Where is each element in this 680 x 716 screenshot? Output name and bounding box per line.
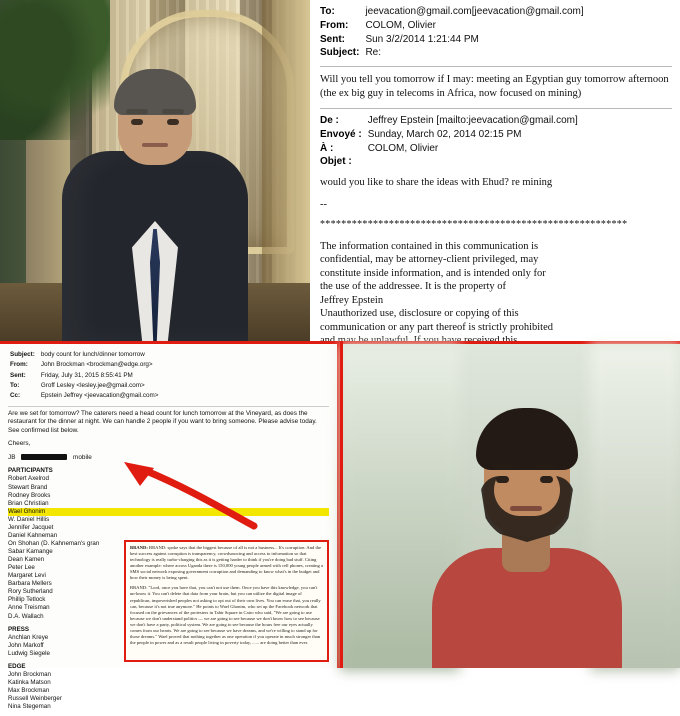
header-row-subject [320, 47, 590, 61]
header-label-to: To: [320, 6, 335, 17]
quoted-row-a [320, 143, 584, 157]
callout-main-text: BRAND: "Lord, once you have that, you can't not use them. Once you have this knowledge, you can't un-know it. You can't delete that data from your brain, but you can utilize the digital image of republican, impoverished peoples not asking to opt out of their own lives. You can erase that, you really can, because it's not true anymore." He points to Wael Ghonim, who set up the Facebook network that focused on the grievances of the protesters in Tahir Square in Cairo who said, "We are going to use because we don't understand politics — we are going to see because we don't know how to see because we don't have a party, political system. We are going to see because the hours free our eyes actually comes from our hearts. We are going to see because we have dreams, and we're willing to stand up for those dreams." Wael proved that nothing together as one operation if you operate in much stronger than the people in power and as a result people living in poverty today, ...... are doing better than ever. [130, 585, 321, 645]
redaction-bar-phone [21, 454, 67, 460]
quote-divider [320, 108, 672, 109]
disclaimer-line-2: constitute inside information, and is intended only for [320, 267, 546, 279]
quoted-value-de: Jeffrey Epstein [mailto:jeevacation@gmail.com] [367, 115, 578, 127]
header-value-subject: Re: [365, 47, 382, 59]
participant-2: Rodney Brooks [8, 491, 51, 499]
quoted-row-de [320, 115, 584, 129]
header-value-to: jeevacation@gmail.com[jeevacation@gmail.com] [365, 6, 584, 17]
header-value-sent: Sun 3/2/2014 1:21:44 PM [365, 33, 479, 45]
press-0: Anchlan Kreye [8, 633, 49, 641]
quoted-body-text: would you like to share the ideas with Ehud? re mining [320, 177, 553, 189]
participant-16: Anne Treisman [8, 604, 50, 612]
participant-0: Robert Axelrod [8, 475, 49, 483]
disclaimer-line-3: the use of the addressee. It is the property of [320, 281, 507, 293]
edge-1: Katinka Matson [8, 678, 51, 686]
participant-4-highlighted: Wael Ghonim [8, 508, 329, 516]
mouth [142, 143, 168, 147]
person-figure [432, 368, 622, 668]
hair [476, 408, 578, 470]
doc-header-row-from [10, 361, 162, 369]
press-1: John Markoff [8, 641, 44, 649]
participant-13: Barbara Mellers [8, 580, 52, 588]
press-2: Ludwig Siegele [8, 649, 50, 657]
callout-intro-text: BRAND: BRAND: spoke says that the biggest because of all is not a business... It's corruption. And the best success against corruption is transparency, crowdsourcing and access to information so that technology is really turbo-charging this as it is getting harder to think if you're doing bad stuff. Citing another example: where across Uganda there is 150,000 young people armed with cell phones, creating a SMS social network exposing government corruption and demanding to know what's in the budget and how their money is being spent. [130, 545, 323, 581]
doc-header-row-subject [10, 351, 162, 359]
participant-15: Phillip Tetlock [8, 596, 46, 604]
disclaimer-line-4: Jeffrey Epstein [320, 294, 384, 306]
participant-5: W. Daniel Hillis [8, 515, 50, 523]
quoted-row-objet [320, 156, 584, 170]
doc-signoff: Cheers, [8, 440, 31, 448]
doc-initials-text: JB [8, 453, 16, 461]
photo-wael-ghonim [340, 341, 680, 668]
header-row-to [320, 6, 590, 20]
participant-8: On Shohan (D. Kahneman's gran [8, 539, 100, 547]
doc-phone-label: mobile [73, 453, 92, 461]
participant-7: Daniel Kahneman [8, 531, 58, 539]
edge-2: Max Brockman [8, 687, 50, 694]
participant-1: Stewart Brand [8, 483, 48, 491]
participant-10: Dean Kamen [8, 556, 45, 564]
edge-3: Russell Weinberger [8, 695, 62, 703]
participant-3: Brian Christian [8, 499, 49, 507]
email-header-table [320, 6, 590, 61]
doc-value-cc: Epstein Jeffrey <jeevacation@gmail.com> [40, 392, 159, 400]
annotation-callout-box [124, 540, 329, 662]
header-row-sent [320, 34, 590, 48]
doc-value-subject: body count for lunch/dinner tomorrow [40, 351, 145, 358]
header-row-from [320, 20, 590, 34]
top-row [0, 0, 680, 341]
doc-header-row-sent [10, 372, 162, 380]
doc-divider [8, 406, 329, 407]
document-brockman-email [0, 341, 340, 711]
disclaimer-line-0: The information contained in this communication is [320, 240, 539, 252]
participant-6: Jennifer Jacquet [8, 523, 54, 531]
eyebrow-left [492, 464, 514, 469]
quoted-row-envoye [320, 129, 584, 143]
eye-left [131, 119, 143, 125]
header-label-from: From: [320, 19, 349, 31]
disclaimer-line-6: communication or any part thereof is strictly prohibited [320, 321, 553, 333]
participant-17: D.A. Wallach [8, 612, 44, 620]
eye-left [496, 476, 509, 483]
doc-label-from: From: [10, 361, 28, 369]
callout-intro-body: BRAND: spoke says that the biggest because of all is not a business... It's corruption. And the best success against corruption is transparency, crowdsourcing and access to information so that technology is really turbo-charging this as it is getting harder to think if you're doing bad stuff. Citing another example: where across Uganda there is 150,000 young people armed with cell phones, creating a SMS social network exposing government corruption and demanding to know what's in the budget and how their money is being spent. [130, 545, 323, 581]
doc-body-paragraph: Are we set for tomorrow? The caterers need a head count for lunch tomorrow at the Vineyard, as does the restaurant for the dinner at night. We can handle 2 people if you want to bring someone. Please advise today. See confirmed list below. [8, 409, 317, 434]
participant-11: Peter Lee [8, 564, 35, 572]
doc-value-sent: Friday, July 31, 2015 8:55:41 PM [40, 371, 133, 379]
doc-initials [8, 454, 329, 463]
participant-14: Rory Sutherland [8, 588, 53, 596]
participant-12: Margaret Levi [8, 572, 46, 580]
edge-heading: EDGE [8, 662, 26, 670]
press-heading: PRESS [8, 625, 29, 633]
participants-heading: PARTICIPANTS [8, 467, 53, 475]
separator-line: ********************************************************** [320, 219, 628, 231]
photo-naguib-sawiris [0, 0, 310, 341]
doc-label-to: To: [10, 382, 20, 390]
quoted-label-de: De : [320, 115, 339, 127]
quoted-label-a: À : [320, 142, 334, 154]
eyebrow-left [126, 109, 148, 114]
quoted-value-a: COLOM, Olivier [367, 142, 439, 154]
eye-right [540, 476, 553, 483]
participant-9: Sabar Kamange [8, 548, 53, 555]
email-message-top [310, 0, 680, 341]
eye-right [167, 119, 179, 125]
person-figure [62, 73, 248, 341]
header-value-from: COLOM, Olivier [365, 19, 437, 31]
quoted-header-table [320, 115, 584, 170]
quoted-label-envoye: Envoyé : [320, 128, 362, 140]
disclaimer-line-1: confidential, may be attorney-client privileged, may [320, 254, 539, 266]
header-label-sent: Sent: [320, 33, 345, 45]
email-body-text: Will you tell you tomorrow if I may: meeting an Egyptian guy tomorrow afternoon (the ex big guy in telecoms in Africa, now focused on mining) [320, 74, 669, 99]
doc-label-subject: Subject: [10, 351, 35, 358]
disclaimer-line-5: Unauthorized use, disclosure or copying of this [320, 308, 519, 320]
quoted-label-objet: Objet : [320, 156, 352, 168]
doc-header-row-to [10, 382, 162, 390]
edge-0: John Brockman [8, 670, 51, 678]
doc-header-table [8, 349, 164, 403]
mouth [510, 506, 542, 511]
quoted-value-envoye: Sunday, March 02, 2014 02:15 PM [367, 128, 522, 140]
header-label-subject: Subject: [320, 47, 360, 59]
quoted-value-objet [368, 156, 584, 170]
hair [114, 69, 196, 115]
red-divider [340, 341, 343, 668]
doc-value-to: Groff Lesley <lesley.jee@gmail.com> [40, 382, 145, 390]
eyebrow-right [162, 109, 184, 114]
doc-label-cc: Cc: [10, 392, 21, 400]
dashes-line: -- [320, 198, 327, 210]
edge-4: Nina Stegeman [8, 703, 51, 711]
header-divider [320, 66, 672, 67]
eyebrow-right [536, 464, 558, 469]
doc-label-sent: Sent: [10, 371, 26, 379]
doc-header-row-cc [10, 392, 162, 400]
doc-value-from: John Brockman <brockman@edge.org> [40, 361, 153, 369]
